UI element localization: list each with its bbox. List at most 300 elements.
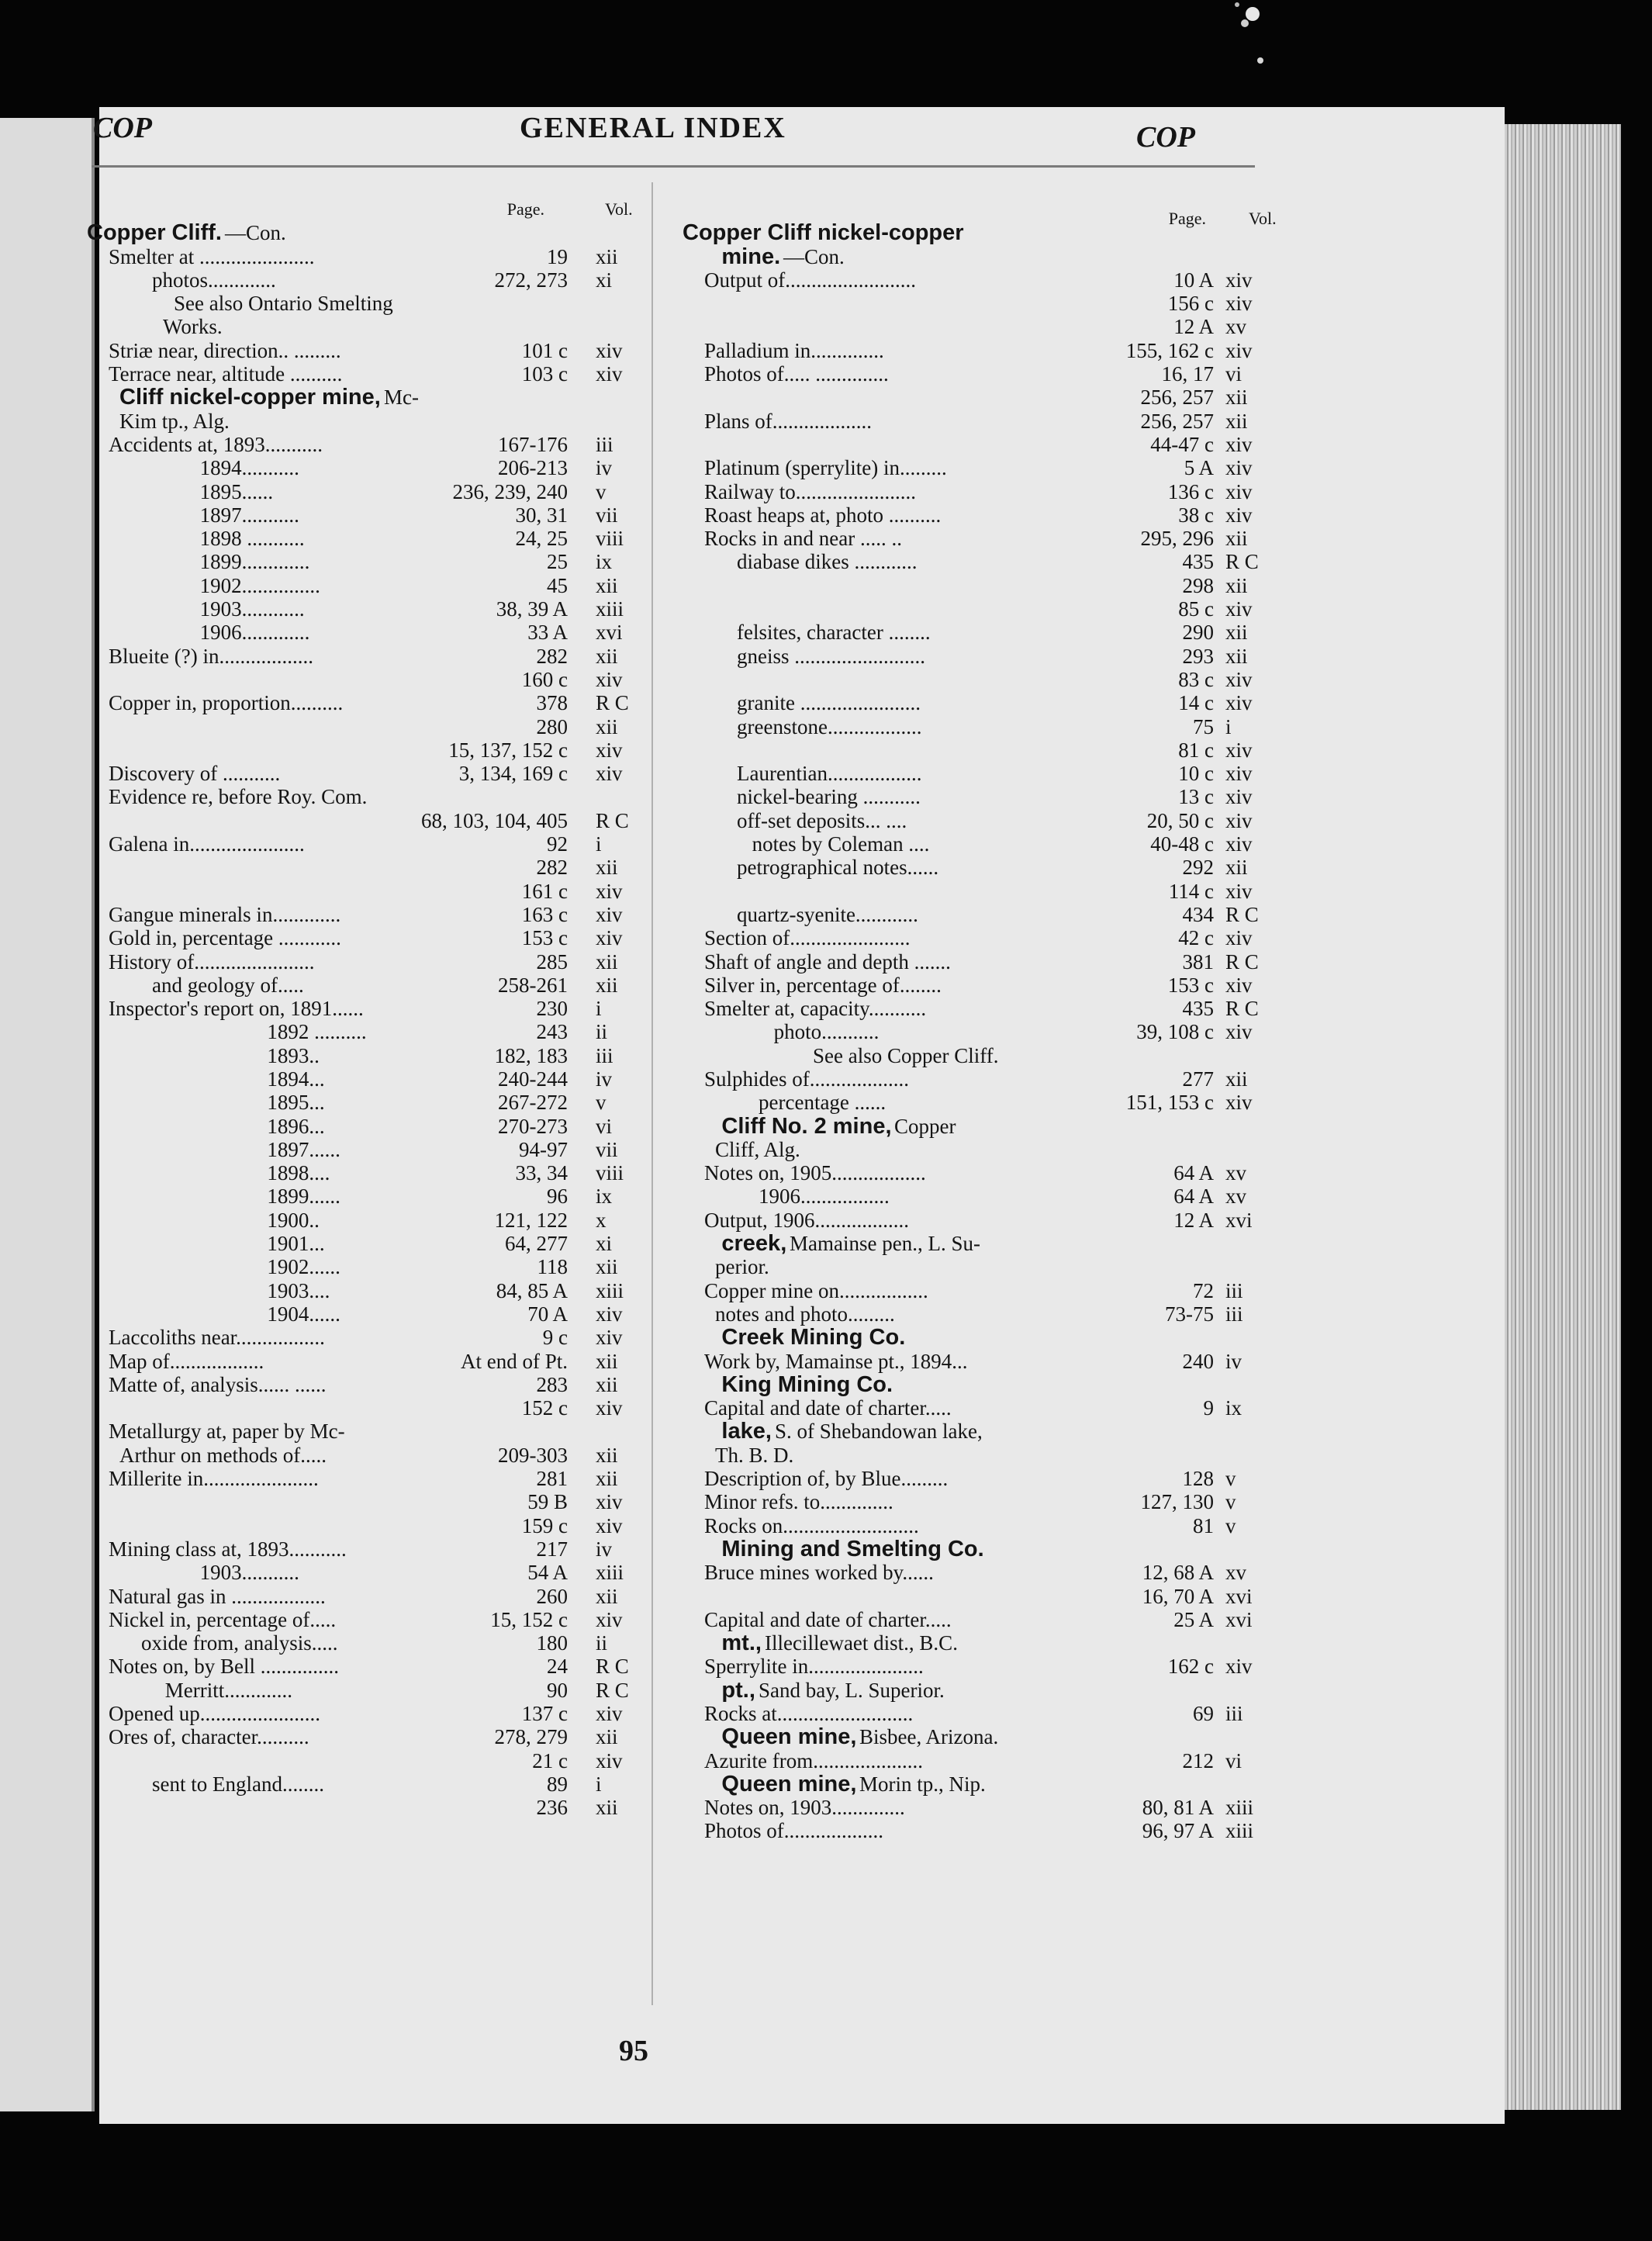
entry-page: 240-244 [498,1067,568,1091]
index-entry [87,856,661,879]
entry-page: 33 A [527,621,568,645]
entry-volume: xvi [1225,1607,1253,1631]
entry-text: 1901... [267,1232,325,1256]
index-entry [87,339,661,362]
entry-page: 64 A [1173,1184,1214,1209]
entry-text: Merritt............. [164,1678,293,1702]
index-entry [87,433,661,456]
entry-volume: xiii [596,1561,624,1585]
entry-page: 12 A [1173,315,1214,339]
entry-volume: xii [1225,386,1248,410]
index-entry [683,856,1311,879]
entry-page: 16, 70 A [1142,1584,1214,1608]
entry-text: Silver in, percentage of........ [704,973,942,997]
entry-page: 260 [536,1584,568,1608]
entry-page: 182, 183 [494,1043,568,1067]
entry-volume: xiv [1225,1020,1253,1044]
entry-text: Work by, Mamainse pt., 1894... [704,1349,968,1373]
entry-text: Capital and date of charter..... [704,1396,952,1420]
index-entry [87,1725,661,1748]
entry-volume: xii [596,973,618,997]
entry-text: Rocks at.......................... [704,1702,914,1725]
entry-volume: xiii [1225,1819,1254,1843]
index-entry [87,997,661,1020]
index-entry [87,1490,661,1513]
index-entry [683,926,1311,949]
index-entry [683,1396,1311,1420]
index-entry [87,410,661,433]
entry-text: Palladium in.............. [704,338,884,362]
entry-heading-suffix: Bisbee, Arizona. [859,1725,999,1749]
entry-text: Roast heaps at, photo .......... [704,503,942,527]
index-entry [683,1091,1311,1114]
entry-page: 15, 137, 152 c [448,738,568,762]
entry-text: 1892 .......... [267,1020,367,1044]
entry-page: 103 c [521,362,568,386]
entry-volume: xii [1225,527,1248,551]
entry-volume: vi [596,1114,613,1138]
index-entry [683,433,1311,456]
entry-volume: iii [1225,1278,1243,1302]
entry-text: 1895... [267,1091,325,1115]
index-entry [87,1679,661,1702]
index-entry [683,738,1311,762]
entry-page: 381 [1182,949,1214,974]
entry-volume: v [1225,1513,1236,1537]
entry-text: 1899...... [267,1184,340,1209]
index-entry [683,715,1311,738]
entry-volume: xiv [596,926,623,950]
entry-volume: xvi [1225,1208,1253,1232]
index-entry [87,950,661,974]
entry-text: Output, 1906.................. [704,1208,910,1232]
entry-volume: xiv [1225,503,1253,527]
entry-text: 1904...... [267,1302,340,1326]
entry-text: Plans of................... [704,409,872,433]
entry-page: 118 [537,1255,568,1279]
entry-volume: viii [596,527,624,551]
entry-text: 1897...... [267,1137,340,1161]
entry-page: 40-48 c [1150,832,1214,856]
entry-page: 72 [1193,1278,1214,1302]
index-entry [87,292,661,315]
right-entries [683,221,1311,1842]
index-entry [87,738,661,762]
entry-page: 20, 50 c [1146,808,1214,832]
index-entry [87,1655,661,1678]
entry-heading: lake, [721,1419,772,1444]
entry-volume: iii [1225,1702,1243,1725]
entry-heading-suffix: Illecillewaet dist., B.C. [765,1631,958,1655]
entry-page: 267-272 [498,1091,568,1115]
entry-volume: i [1225,714,1232,738]
entry-volume: xii [1225,409,1248,433]
entry-volume: xiv [596,762,623,786]
index-entry [683,1420,1311,1443]
index-entry [87,1702,661,1725]
entry-page: 281 [536,1467,568,1491]
entry-page: 280 [536,714,568,738]
index-entry [87,315,661,338]
entry-volume: xii [596,1443,618,1467]
index-entry [87,1796,661,1819]
index-entry [683,1655,1311,1678]
entry-volume: xi [596,1232,613,1256]
entry-page: 54 A [527,1561,568,1585]
entry-text: See also Copper Cliff. [813,1043,999,1067]
index-entry [683,1490,1311,1513]
entry-page: 73-75 [1165,1302,1214,1326]
entry-volume: v [596,479,607,503]
entry-page: 9 c [542,1326,568,1350]
entry-text: History of....................... [109,949,315,974]
index-entry [683,762,1311,785]
entry-page: 151, 153 c [1125,1091,1214,1115]
entry-volume: iii [596,432,613,456]
entry-page: 128 [1182,1467,1214,1491]
entry-volume: xiv [1225,808,1253,832]
entry-text: petrographical notes...... [737,856,939,880]
index-entry [683,1444,1311,1467]
index-entry [87,974,661,997]
entry-page: 89 [547,1772,568,1796]
entry-text: Photos of..... .............. [704,362,889,386]
entry-text: oxide from, analysis..... [141,1631,338,1655]
entry-text: perior. [715,1255,769,1279]
index-entry [87,785,661,808]
entry-heading-suffix: S. of Shebandowan lake, [775,1420,983,1444]
entry-page: 167-176 [498,432,568,456]
entry-text: felsites, character ........ [737,621,931,645]
entry-text: Kim tp., Alg. [119,409,230,433]
entry-volume: xii [596,1349,618,1373]
page-column-heading-right: Page. [1168,209,1206,228]
entry-volume: xiv [596,1607,623,1631]
index-entry [87,621,661,644]
entry-heading: creek, [721,1231,787,1257]
entry-page: 137 c [521,1702,568,1725]
entry-volume: xv [1225,1561,1246,1585]
index-entry [87,1302,661,1326]
page-column-heading: Page. [506,199,544,219]
index-entry [87,691,661,714]
index-entry [87,480,661,503]
index-entry [683,1326,1311,1349]
entry-text: off-set deposits... .... [737,808,907,832]
index-entry [683,785,1311,808]
index-entry [683,1631,1311,1655]
index-entry [87,1631,661,1655]
entry-volume: i [596,997,602,1021]
entry-volume: xi [596,268,613,292]
dust-speck [1206,0,1268,85]
entry-volume: R C [596,1678,629,1702]
index-entry [87,245,661,268]
entry-heading: mt., [721,1631,762,1656]
entry-text: Inspector's report on, 1891...... [109,997,364,1021]
entry-page: 38 c [1178,503,1214,527]
entry-text: Ores of, character.......... [109,1725,309,1749]
index-entry [683,950,1311,974]
entry-text: Galena in...................... [109,832,305,856]
index-entry [87,221,661,244]
entry-page: 39, 108 c [1136,1020,1214,1044]
entry-page: 33, 34 [515,1161,568,1185]
entry-text: Gold in, percentage ............ [109,926,341,950]
left-entries [87,221,661,1819]
index-entry [683,1514,1311,1537]
entry-volume: xiv [1225,667,1253,691]
entry-text: diabase dikes ............ [737,550,918,574]
entry-volume: ii [596,1020,608,1044]
entry-page: 159 c [521,1513,568,1537]
entry-page: 68, 103, 104, 405 [421,808,568,832]
entry-text: Minor refs. to.............. [704,1490,893,1514]
index-entry [683,1467,1311,1490]
entry-text: Notes on, 1903.............. [704,1796,905,1820]
entry-page: 70 A [527,1302,568,1326]
entry-volume: R C [1225,997,1259,1021]
entry-volume: xiii [1225,1796,1254,1820]
entry-volume: xii [1225,644,1248,668]
index-entry [683,1749,1311,1772]
entry-volume: xv [1225,1161,1246,1185]
entry-volume: xiv [1225,973,1253,997]
entry-volume: iv [1225,1349,1242,1373]
index-entry [683,1725,1311,1748]
entry-heading: Cliff No. 2 mine, [721,1113,892,1139]
entry-page: 136 c [1167,479,1214,503]
entry-page: At end of Pt. [461,1349,568,1373]
entry-volume: iv [596,1067,613,1091]
entry-page: 84, 85 A [496,1278,568,1302]
index-entry [683,1373,1311,1396]
column-headings [87,198,661,221]
entry-text: 1902............... [199,573,320,597]
entry-heading-suffix: Mc- [384,386,419,410]
entry-page: 12 A [1173,1208,1214,1232]
entry-volume: xiv [596,879,623,903]
entry-page: 156 c [1167,292,1214,316]
entry-text: Cliff, Alg. [715,1137,800,1161]
index-entry [87,1772,661,1796]
entry-page: 19 [547,244,568,268]
entry-volume: xii [596,573,618,597]
entry-text: Nickel in, percentage of..... [109,1607,337,1631]
entry-volume: ix [596,550,613,574]
index-entry [683,386,1311,409]
entry-volume: R C [1225,949,1259,974]
entry-volume: xiv [596,1748,623,1772]
entry-text: Terrace near, altitude .......... [109,362,343,386]
entry-text: 1898.... [267,1161,330,1185]
entry-page: 236, 239, 240 [452,479,568,503]
entry-volume: R C [1225,550,1259,574]
entry-volume: xii [596,1725,618,1749]
entry-text: 1903.... [267,1278,330,1302]
entry-volume: xiv [596,1302,623,1326]
entry-text: granite ....................... [737,691,921,715]
entry-volume: xiv [1225,691,1253,715]
left-page-edge [0,118,95,2111]
entry-volume: xiv [1225,597,1253,621]
entry-volume: R C [596,808,629,832]
entry-heading-suffix: Mamainse pen., L. Su- [790,1232,980,1256]
entry-page: 270-273 [498,1114,568,1138]
entry-page: 277 [1182,1067,1214,1091]
entry-text: Rocks on.......................... [704,1513,919,1537]
entry-volume: xiv [1225,456,1253,480]
index-entry [87,527,661,550]
entry-volume: xii [596,714,618,738]
entry-text: 1902...... [267,1255,340,1279]
index-entry [683,1067,1311,1091]
index-entry [87,1184,661,1208]
entry-text: Photos of................... [704,1819,884,1843]
index-entry [683,1702,1311,1725]
entry-text: 1903........... [199,1561,299,1585]
entry-volume: xii [596,1796,618,1820]
entry-text: Natural gas in .................. [109,1584,326,1608]
entry-page: 25 A [1173,1607,1214,1631]
index-entry [87,1373,661,1396]
index-entry [683,974,1311,997]
vol-column-heading: Vol. [605,199,633,219]
entry-page: 10 A [1173,268,1214,292]
entry-page: 240 [1182,1349,1214,1373]
entry-text: 1895...... [199,479,274,503]
entry-text: 1896... [267,1114,325,1138]
entry-text: quartz-syenite............ [737,902,918,926]
index-entry [87,1209,661,1232]
index-entry [87,1020,661,1043]
page-number: 95 [619,2035,648,2067]
entry-volume: xiv [596,338,623,362]
entry-page: 160 c [521,667,568,691]
entry-volume: xii [596,1467,618,1491]
entry-text: 1906............. [199,621,310,645]
index-entry [87,1537,661,1561]
entry-text: Accidents at, 1893........... [109,432,323,456]
entry-page: 209-303 [498,1443,568,1467]
entry-text: 1894........... [199,456,299,480]
entry-text: Capital and date of charter..... [704,1607,952,1631]
entry-volume: v [1225,1490,1236,1514]
entry-volume: xv [1225,1184,1246,1209]
index-entry [683,410,1311,433]
entry-volume: v [1225,1467,1236,1491]
entry-page: 12, 68 A [1142,1561,1214,1585]
entry-volume: xiv [1225,432,1253,456]
index-entry [87,762,661,785]
entry-volume: xiv [1225,479,1253,503]
entry-page: 15, 152 c [490,1607,568,1631]
entry-heading: pt., [721,1677,755,1703]
entry-page: 258-261 [498,973,568,997]
entry-page: 16, 17 [1161,362,1214,386]
entry-volume: xii [596,644,618,668]
index-entry [683,527,1311,550]
index-entry [87,880,661,903]
entry-text: Arthur on methods of..... [119,1443,327,1467]
entry-heading-suffix: Sand bay, L. Superior. [759,1678,945,1702]
entry-volume: xiv [1225,1091,1253,1115]
entry-heading-suffix: Morin tp., Nip. [859,1772,986,1796]
index-entry [683,339,1311,362]
entry-volume: xii [1225,621,1248,645]
entry-page: 42 c [1178,926,1214,950]
index-entry [683,1020,1311,1043]
entry-volume: ix [1225,1396,1242,1420]
entry-volume: xiv [1225,738,1253,762]
index-entry [683,550,1311,573]
entry-text: Map of.................. [109,1349,264,1373]
index-entry [683,1350,1311,1373]
entry-text: Gangue minerals in............. [109,902,341,926]
entry-page: 162 c [1167,1655,1214,1679]
entry-page: 38, 39 A [496,597,568,621]
entry-page: 283 [536,1372,568,1396]
entry-text: Blueite (?) in.................. [109,644,313,668]
entry-text: Smelter at ...................... [109,244,315,268]
entry-page: 90 [547,1678,568,1702]
index-entry [87,645,661,668]
entry-volume: xiii [596,597,624,621]
index-entry [683,645,1311,668]
index-entry [683,1561,1311,1584]
entry-text: Description of, by Blue......... [704,1467,949,1491]
entry-page: 256, 257 [1140,409,1214,433]
index-entry [87,1115,661,1138]
entry-volume: vii [596,1137,618,1161]
entry-heading: mine. [721,244,781,269]
index-entry [87,1138,661,1161]
entry-text: Discovery of ........... [109,762,281,786]
index-entry [683,903,1311,926]
entry-page: 230 [536,997,568,1021]
entry-text: Laurentian.................. [737,762,922,786]
entry-text: Copper mine on................. [704,1278,928,1302]
entry-page: 81 c [1178,738,1214,762]
entry-page: 25 [547,550,568,574]
index-entry [683,268,1311,292]
index-entry [683,1819,1311,1842]
entry-heading: King Mining Co. [721,1371,893,1397]
entry-text: Metallurgy at, paper by Mc- [109,1420,345,1444]
entry-volume: xiv [596,362,623,386]
entry-text: Shaft of angle and depth ....... [704,949,951,974]
entry-heading: Queen mine, [721,1724,857,1750]
entry-volume: xii [596,856,618,880]
index-entry [683,668,1311,691]
index-entry [683,245,1311,268]
entry-text: notes and photo......... [715,1302,895,1326]
index-entry [87,574,661,597]
index-entry [87,1326,661,1349]
index-entry [683,315,1311,338]
index-entry [683,809,1311,832]
entry-page: 121, 122 [494,1208,568,1232]
entry-page: 101 c [521,338,568,362]
entry-text: percentage ...... [759,1091,886,1115]
entry-volume: xv [1225,315,1246,339]
entry-volume: xvi [596,621,623,645]
entry-text: Azurite from..................... [704,1748,923,1772]
entry-text: Striæ near, direction.. ......... [109,338,341,362]
entry-page: 9 [1203,1396,1214,1420]
entry-page: 295, 296 [1140,527,1214,551]
left-column [87,198,661,1819]
